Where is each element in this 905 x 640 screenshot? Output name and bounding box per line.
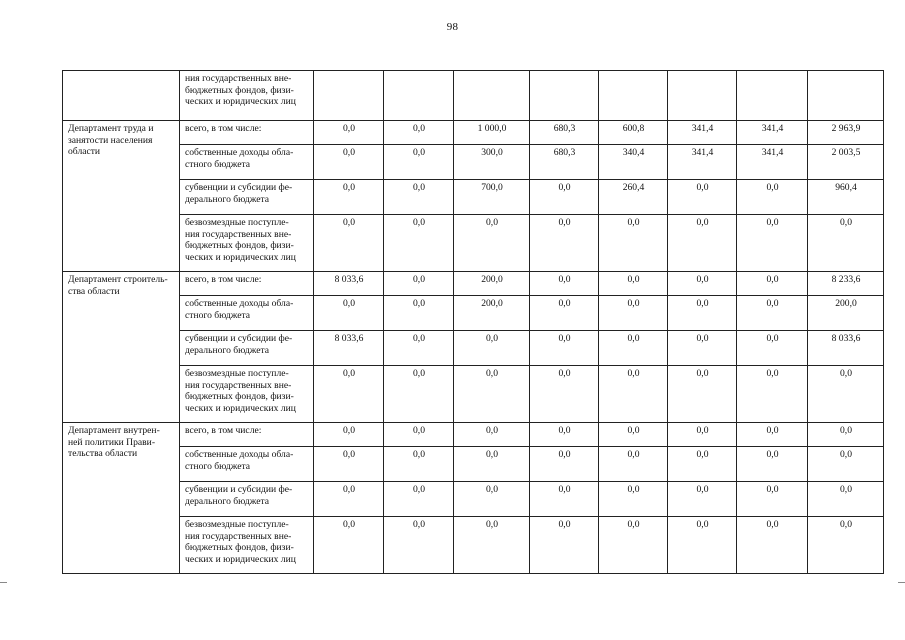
funding-source-cell: безвозмездные поступле- ния государственных вне- бюджетных фондов, физи- ческих и юридических лиц [180,517,314,574]
table-row [63,366,884,423]
value-cell: 0,0 [808,447,884,482]
value-cell [530,71,599,121]
value-cell: 0,0 [808,366,884,423]
value-cell: 0,0 [454,482,530,517]
value-cell: 260,4 [599,180,668,215]
value-cell: 0,0 [454,215,530,272]
value-cell: 0,0 [737,296,808,331]
value-cell: 0,0 [384,517,454,574]
value-cell: 0,0 [599,272,668,296]
value-cell: 960,4 [808,180,884,215]
table-row [63,296,884,331]
value-cell: 0,0 [737,482,808,517]
value-cell: 0,0 [314,447,384,482]
table-row [63,447,884,482]
funding-source-cell: субвенции и субсидии фе- дерального бюджета [180,180,314,215]
value-cell: 0,0 [599,482,668,517]
value-cell: 0,0 [454,447,530,482]
value-cell: 0,0 [384,272,454,296]
funding-source-cell: собственные доходы обла- стного бюджета [180,145,314,180]
value-cell: 0,0 [808,423,884,447]
value-cell: 341,4 [737,121,808,145]
value-cell: 680,3 [530,145,599,180]
table-row [63,121,884,145]
value-cell: 0,0 [599,331,668,366]
value-cell: 341,4 [737,145,808,180]
value-cell: 0,0 [737,180,808,215]
value-cell: 0,0 [808,215,884,272]
value-cell: 0,0 [314,121,384,145]
value-cell: 8 233,6 [808,272,884,296]
value-cell: 0,0 [599,517,668,574]
value-cell: 0,0 [599,366,668,423]
value-cell: 600,8 [599,121,668,145]
value-cell: 0,0 [530,482,599,517]
value-cell: 0,0 [530,366,599,423]
value-cell [808,71,884,121]
value-cell: 0,0 [599,447,668,482]
scan-edge-mark-left [0,582,7,583]
department-cell [63,71,180,121]
value-cell: 0,0 [314,215,384,272]
value-cell: 300,0 [454,145,530,180]
value-cell: 680,3 [530,121,599,145]
table-row [63,482,884,517]
value-cell: 0,0 [530,272,599,296]
funding-source-cell: субвенции и субсидии фе- дерального бюджета [180,331,314,366]
value-cell: 0,0 [454,331,530,366]
value-cell: 8 033,6 [808,331,884,366]
value-cell: 0,0 [737,331,808,366]
value-cell: 0,0 [384,145,454,180]
value-cell [314,71,384,121]
table-row [63,145,884,180]
value-cell: 0,0 [668,215,737,272]
value-cell: 0,0 [530,296,599,331]
table-row [63,423,884,447]
value-cell [668,71,737,121]
value-cell: 0,0 [668,423,737,447]
value-cell: 0,0 [384,447,454,482]
value-cell: 0,0 [530,215,599,272]
value-cell: 0,0 [530,423,599,447]
value-cell: 0,0 [668,331,737,366]
value-cell: 0,0 [530,180,599,215]
value-cell: 200,0 [808,296,884,331]
value-cell: 0,0 [454,517,530,574]
department-name-cell: Департамент труда и занятости населения области [63,121,180,272]
value-cell: 0,0 [668,366,737,423]
scan-edge-mark-right [898,582,905,583]
value-cell: 0,0 [314,145,384,180]
value-cell: 0,0 [668,296,737,331]
value-cell: 0,0 [384,331,454,366]
value-cell: 0,0 [599,423,668,447]
value-cell: 0,0 [384,180,454,215]
value-cell: 0,0 [384,121,454,145]
budget-table [62,70,884,574]
value-cell: 0,0 [599,215,668,272]
value-cell: 0,0 [530,517,599,574]
value-cell [599,71,668,121]
value-cell: 200,0 [454,272,530,296]
value-cell: 0,0 [314,482,384,517]
table-row [63,71,884,121]
value-cell: 0,0 [454,366,530,423]
value-cell: 0,0 [737,423,808,447]
value-cell: 0,0 [530,331,599,366]
value-cell: 0,0 [384,366,454,423]
funding-source-cell: собственные доходы обла- стного бюджета [180,296,314,331]
value-cell: 341,4 [668,121,737,145]
value-cell: 0,0 [737,215,808,272]
value-cell: 0,0 [314,296,384,331]
value-cell: 0,0 [384,215,454,272]
value-cell: 0,0 [454,423,530,447]
table-row [63,215,884,272]
value-cell: 700,0 [454,180,530,215]
table-row [63,331,884,366]
value-cell [384,71,454,121]
funding-source-cell: всего, в том числе: [180,272,314,296]
funding-source-cell: ния государственных вне- бюджетных фондов, физи- ческих и юридических лиц [180,71,314,121]
value-cell: 0,0 [599,296,668,331]
value-cell: 1 000,0 [454,121,530,145]
value-cell: 0,0 [384,296,454,331]
value-cell: 0,0 [668,272,737,296]
value-cell: 0,0 [314,517,384,574]
value-cell: 0,0 [737,272,808,296]
value-cell: 341,4 [668,145,737,180]
value-cell: 8 033,6 [314,331,384,366]
funding-source-cell: безвозмездные поступле- ния государственных вне- бюджетных фондов, физи- ческих и юридических лиц [180,366,314,423]
table-body [63,71,884,574]
value-cell: 0,0 [808,482,884,517]
funding-source-cell: всего, в том числе: [180,121,314,145]
value-cell: 0,0 [737,366,808,423]
table-row [63,272,884,296]
value-cell: 0,0 [808,517,884,574]
funding-source-cell: безвозмездные поступле- ния государственных вне- бюджетных фондов, физи- ческих и юридических лиц [180,215,314,272]
value-cell: 0,0 [530,447,599,482]
value-cell: 2 003,5 [808,145,884,180]
value-cell: 0,0 [737,517,808,574]
value-cell: 0,0 [668,447,737,482]
value-cell: 0,0 [737,447,808,482]
page-number: 98 [446,21,459,33]
department-name-cell: Департамент строитель- ства области [63,272,180,423]
value-cell: 8 033,6 [314,272,384,296]
value-cell: 0,0 [314,423,384,447]
table-row [63,180,884,215]
value-cell: 0,0 [668,517,737,574]
value-cell: 340,4 [599,145,668,180]
value-cell: 200,0 [454,296,530,331]
table-row [63,517,884,574]
funding-source-cell: собственные доходы обла- стного бюджета [180,447,314,482]
value-cell [454,71,530,121]
funding-source-cell: всего, в том числе: [180,423,314,447]
value-cell [737,71,808,121]
value-cell: 0,0 [314,180,384,215]
value-cell: 0,0 [384,423,454,447]
funding-source-cell: субвенции и субсидии фе- дерального бюджета [180,482,314,517]
value-cell: 0,0 [384,482,454,517]
value-cell: 0,0 [668,482,737,517]
value-cell: 0,0 [314,366,384,423]
value-cell: 0,0 [668,180,737,215]
department-name-cell: Департамент внутрен- ней политики Прави- тельства области [63,423,180,574]
value-cell: 2 963,9 [808,121,884,145]
